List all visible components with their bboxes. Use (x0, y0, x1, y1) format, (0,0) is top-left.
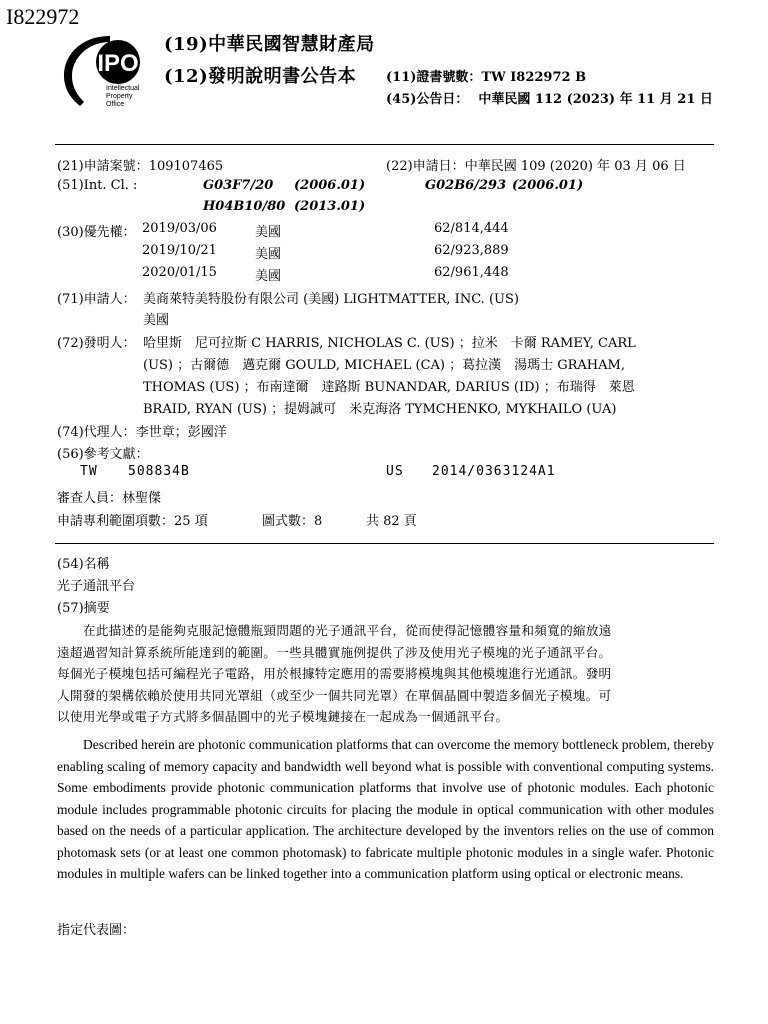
applicant-label: (71)申請人： (57, 292, 136, 307)
reference-country-1: TW (80, 464, 98, 479)
priority-number-1: 62/814,444 (434, 221, 509, 236)
document-type: (12)發明說明書公告本 (164, 66, 357, 87)
filing-date (386, 155, 686, 174)
reference-country-2: US (386, 464, 404, 479)
abstract-en-text: Described herein are photonic communication platforms that can overcome the memory bottleneck problem, thereby enabling scaling of memory capacity and bandwidth well beyond what is possible with conventional computing systems. Some embodiments provide photonic communication platforms that involve use of photonic modules. Each photonic module includes programmable photonic circuits for placing the module in optical communication with other modules based on the needs of a particular application. The architecture developed by the inventors relies on the use of common photomask sets (or at least one common photomask) to fabricate multiple photonic modules in a single wafer. Photonic modules in multiple wafers can be linked together into a communication platform using optical or electronic means. (57, 737, 714, 881)
page-count: 共 82 頁 (366, 514, 417, 529)
abstract-zh-line-1: 在此描述的是能夠克服記憶體瓶頸問題的光子通訊平台，從而使得記憶體容量和頻寬的縮放遠 (83, 623, 612, 638)
figures-label: 圖式數： (262, 514, 315, 529)
filing-date-label: (22)申請日： (386, 159, 465, 174)
examiner (57, 487, 161, 506)
priority-label: (30)優先權： (57, 225, 136, 240)
header-rule (55, 144, 714, 145)
priority-country-2: 美國 (255, 247, 282, 262)
priority-country-1: 美國 (255, 225, 282, 240)
abstract-zh-line-3: 每個光子模塊包括可編程光子電路，用於根據特定應用的需要將模塊與其他模塊進行光通訊。發明 (57, 666, 612, 681)
claims-label: 申請專利範圍項數： (57, 514, 175, 529)
claims-count (57, 510, 208, 529)
int-cl-code-3: H04B10/80 (203, 199, 286, 214)
int-cl-year-1: (2006.01) (294, 178, 366, 193)
int-cl-code-2: G02B6/293 (425, 178, 507, 193)
inventor-line-3: THOMAS (US) ；布南達爾 達路斯 BUNANDAR, DARIUS (ID) ；布瑞得 萊恩 (143, 380, 635, 395)
int-cl-year-3: (2013.01) (294, 199, 366, 214)
examiner-label: 審查人員： (57, 491, 123, 506)
representative-figure-label: 指定代表圖： (57, 923, 136, 938)
abstract-label: (57)摘要 (57, 601, 110, 616)
figures-count (262, 510, 322, 529)
application-number-label: (21)申請案號： (57, 159, 149, 174)
priority-date-2: 2019/10/21 (142, 243, 217, 258)
filing-date-value: 中華民國 109 (2020) 年 03 月 06 日 (464, 159, 686, 174)
priority-date-3: 2020/01/15 (142, 265, 217, 280)
int-cl-label: (51)Int. Cl. : (57, 178, 138, 193)
invention-title: 光子通訊平台 (57, 579, 136, 594)
abstract-zh-line-2: 遠超過習知計算系統所能達到的範圍。一些具體實施例提供了涉及使用光子模塊的光子通訊平台。 (57, 644, 612, 660)
applicant-line-1: 美商萊特美特股份有限公司 (美國) LIGHTMATTER, INC. (US) (143, 292, 519, 307)
biblio-rule (55, 543, 714, 544)
int-cl-code-1: G03F7/20 (203, 178, 274, 193)
inventor-line-4: BRAID, RYAN (US) ；提姆誠可 米克海洛 TYMCHENKO, MYKHAILO (UA) (143, 402, 617, 417)
application-number-value: 109107465 (148, 159, 224, 174)
document-number: I822972 (6, 4, 80, 29)
references-label: (56)參考文獻： (57, 447, 149, 462)
agent (57, 421, 227, 440)
logo-caption-2: Property (106, 93, 133, 100)
certificate-value: TW I822972 B (481, 70, 587, 85)
application-number (57, 155, 223, 174)
priority-number-2: 62/923,889 (434, 243, 509, 258)
priority-number-3: 62/961,448 (434, 265, 509, 280)
abstract-chinese (57, 620, 714, 728)
office-name: (19)中華民國智慧財產局 (164, 34, 375, 55)
logo-letters: IPO (97, 50, 139, 77)
int-cl-year-2: (2006.01) (512, 178, 584, 193)
inventor-line-1: 哈里斯 尼可拉斯 C HARRIS, NICHOLAS C. (US) ；拉米 卡爾 RAMEY, CARL (143, 336, 636, 351)
abstract-zh-line-4: 人開發的架構依賴於使用共同光罩組（或至少一個共同光罩）在單個晶圓中製造多個光子模塊。可 (57, 687, 612, 703)
publication-date (386, 88, 713, 107)
priority-date-1: 2019/03/06 (142, 221, 217, 236)
claims-value: 25 項 (174, 514, 208, 529)
logo-caption-3: Office (106, 101, 125, 108)
certificate-number (386, 66, 586, 85)
publication-label: (45)公告日： (386, 92, 469, 107)
reference-number-2: 2014/0363124A1 (432, 464, 556, 479)
agent-label: (74)代理人： (57, 425, 136, 440)
certificate-label: (11)證書號數： (386, 70, 482, 85)
figures-value: 8 (314, 514, 323, 529)
abstract-english (57, 734, 714, 885)
applicant-line-2: 美國 (143, 313, 170, 328)
inventor-label: (72)發明人： (57, 336, 136, 351)
abstract-zh-line-5: 以使用光學或電子方式將多個晶圓中的光子模塊鏈接在一起成為一個通訊平台。 (57, 709, 509, 724)
publication-value: 中華民國 112 (2023) 年 11 月 21 日 (478, 92, 713, 107)
title-label: (54)名稱 (57, 557, 110, 572)
agent-value: 李世章；彭國洋 (135, 425, 227, 440)
priority-country-3: 美國 (255, 269, 282, 284)
ipo-logo (60, 32, 160, 114)
logo-caption-1: Intellectual (106, 85, 140, 92)
examiner-value: 林聖傑 (122, 491, 162, 506)
inventor-line-2: (US) ；古爾德 邁克爾 GOULD, MICHAEL (CA) ；葛拉漢 湯瑪士 GRAHAM, (143, 358, 625, 373)
reference-number-1: 508834B (128, 464, 190, 479)
